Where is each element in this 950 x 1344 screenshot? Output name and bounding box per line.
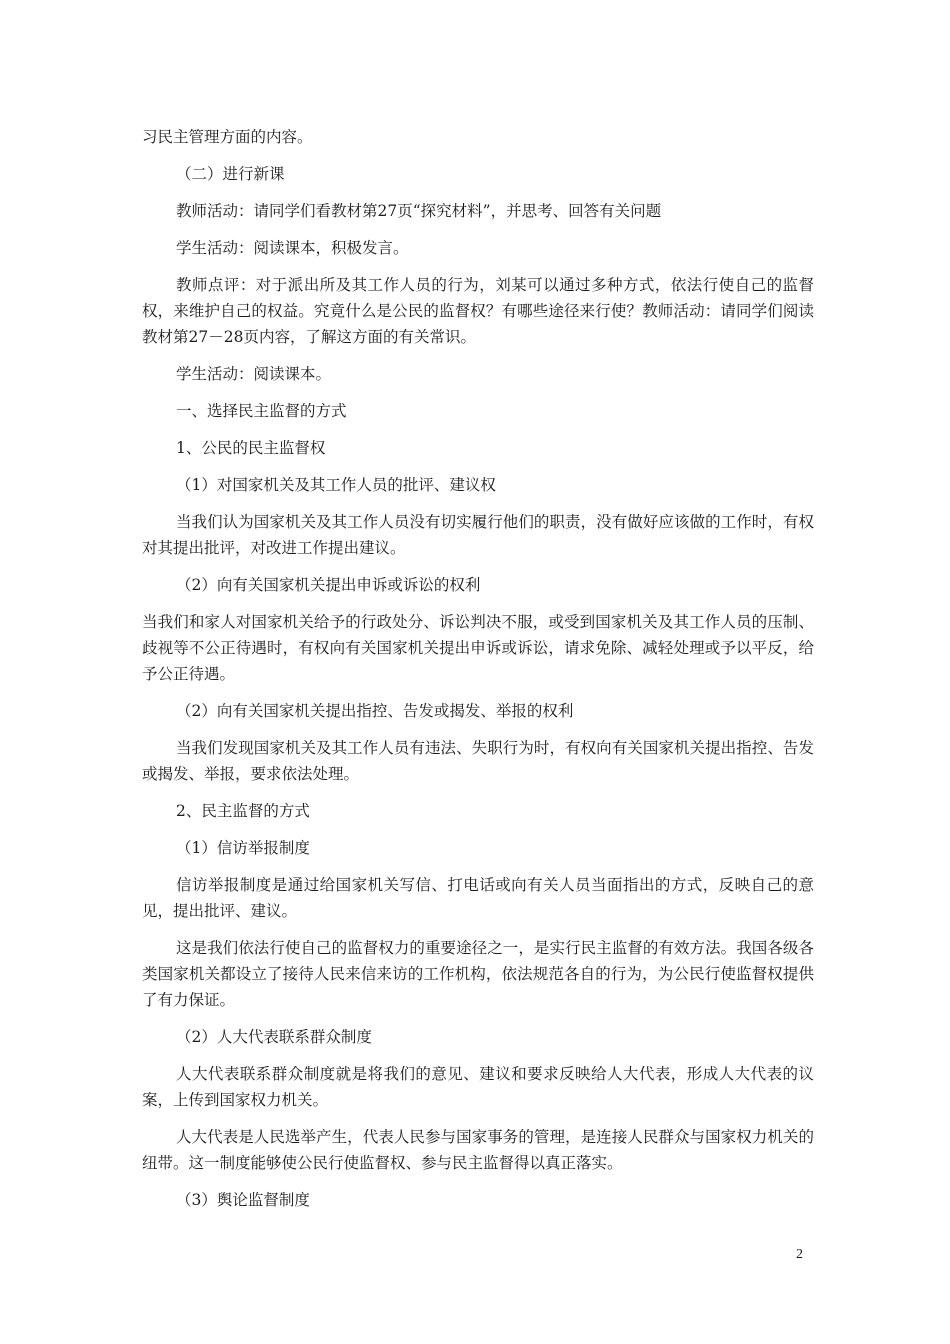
paragraph: 当我们认为国家机关及其工作人员没有切实履行他们的职责，没有做好应该做的工作时，有权对其提出批评，对改进工作提出建议。 [142,513,814,557]
paragraph: 信访举报制度是通过给国家机关写信、打电话或向有关人员当面指出的方式，反映自己的意见，提出批评、建议。 [142,876,814,920]
paragraph: 习民主管理方面的内容。 [142,128,313,146]
paragraph: （1）信访举报制度 [176,839,310,857]
paragraph: 1、公民的民主监督权 [176,439,326,457]
paragraph: （1）对国家机关及其工作人员的批评、建议权 [176,476,496,494]
paragraph: 学生活动：阅读课本。 [176,365,332,383]
page-body [142,124,814,1224]
paragraph: 当我们和家人对国家机关给予的行政处分、诉讼判决不服，或受到国家机关及其工作人员的压制、歧视等不公正待遇时，有权向有关国家机关提出申诉或诉讼，请求免除、减轻处理或予以平反，给予公正待遇。 [142,613,814,683]
paragraph: 人大代表联系群众制度就是将我们的意见、建议和要求反映给人大代表，形成人大代表的议案，上传到国家权力机关。 [142,1065,814,1109]
paragraph: 教师点评：对于派出所及其工作人员的行为，刘某可以通过多种方式，依法行使自己的监督权，来维护自己的权益。究竟什么是公民的监督权？有哪些途径来行使？教师活动：请同学们阅读教材第27－28页内容，了解这方面的有关常识。 [142,276,814,346]
paragraph: 学生活动：阅读课本，积极发言。 [176,239,409,257]
paragraph: 一、选择民主监督的方式 [176,402,347,420]
paragraph: 这是我们依法行使自己的监督权力的重要途径之一，是实行民主监督的有效方法。我国各级各类国家机关都设立了接待人民来信来访的工作机构，依法规范各自的行为，为公民行使监督权提供了有力保证。 [142,939,814,1009]
paragraph: （2）向有关国家机关提出申诉或诉讼的权利 [176,576,481,594]
paragraph: 2、民主监督的方式 [176,802,310,820]
paragraph: （2）人大代表联系群众制度 [176,1028,372,1046]
paragraph: 教师活动：请同学们看教材第27页“探究材料”，并思考、回答有关问题 [176,202,662,220]
paragraph: （3）舆论监督制度 [176,1191,310,1209]
paragraph: （2）向有关国家机关提出指控、告发或揭发、举报的权利 [176,702,574,720]
page-number: 2 [796,1247,803,1262]
paragraph: （二）进行新课 [176,165,285,183]
paragraph: 当我们发现国家机关及其工作人员有违法、失职行为时，有权向有关国家机关提出指控、告发或揭发、举报，要求依法处理。 [142,739,814,783]
paragraph: 人大代表是人民选举产生，代表人民参与国家事务的管理，是连接人民群众与国家权力机关的纽带。这一制度能够使公民行使监督权、参与民主监督得以真正落实。 [142,1128,814,1172]
